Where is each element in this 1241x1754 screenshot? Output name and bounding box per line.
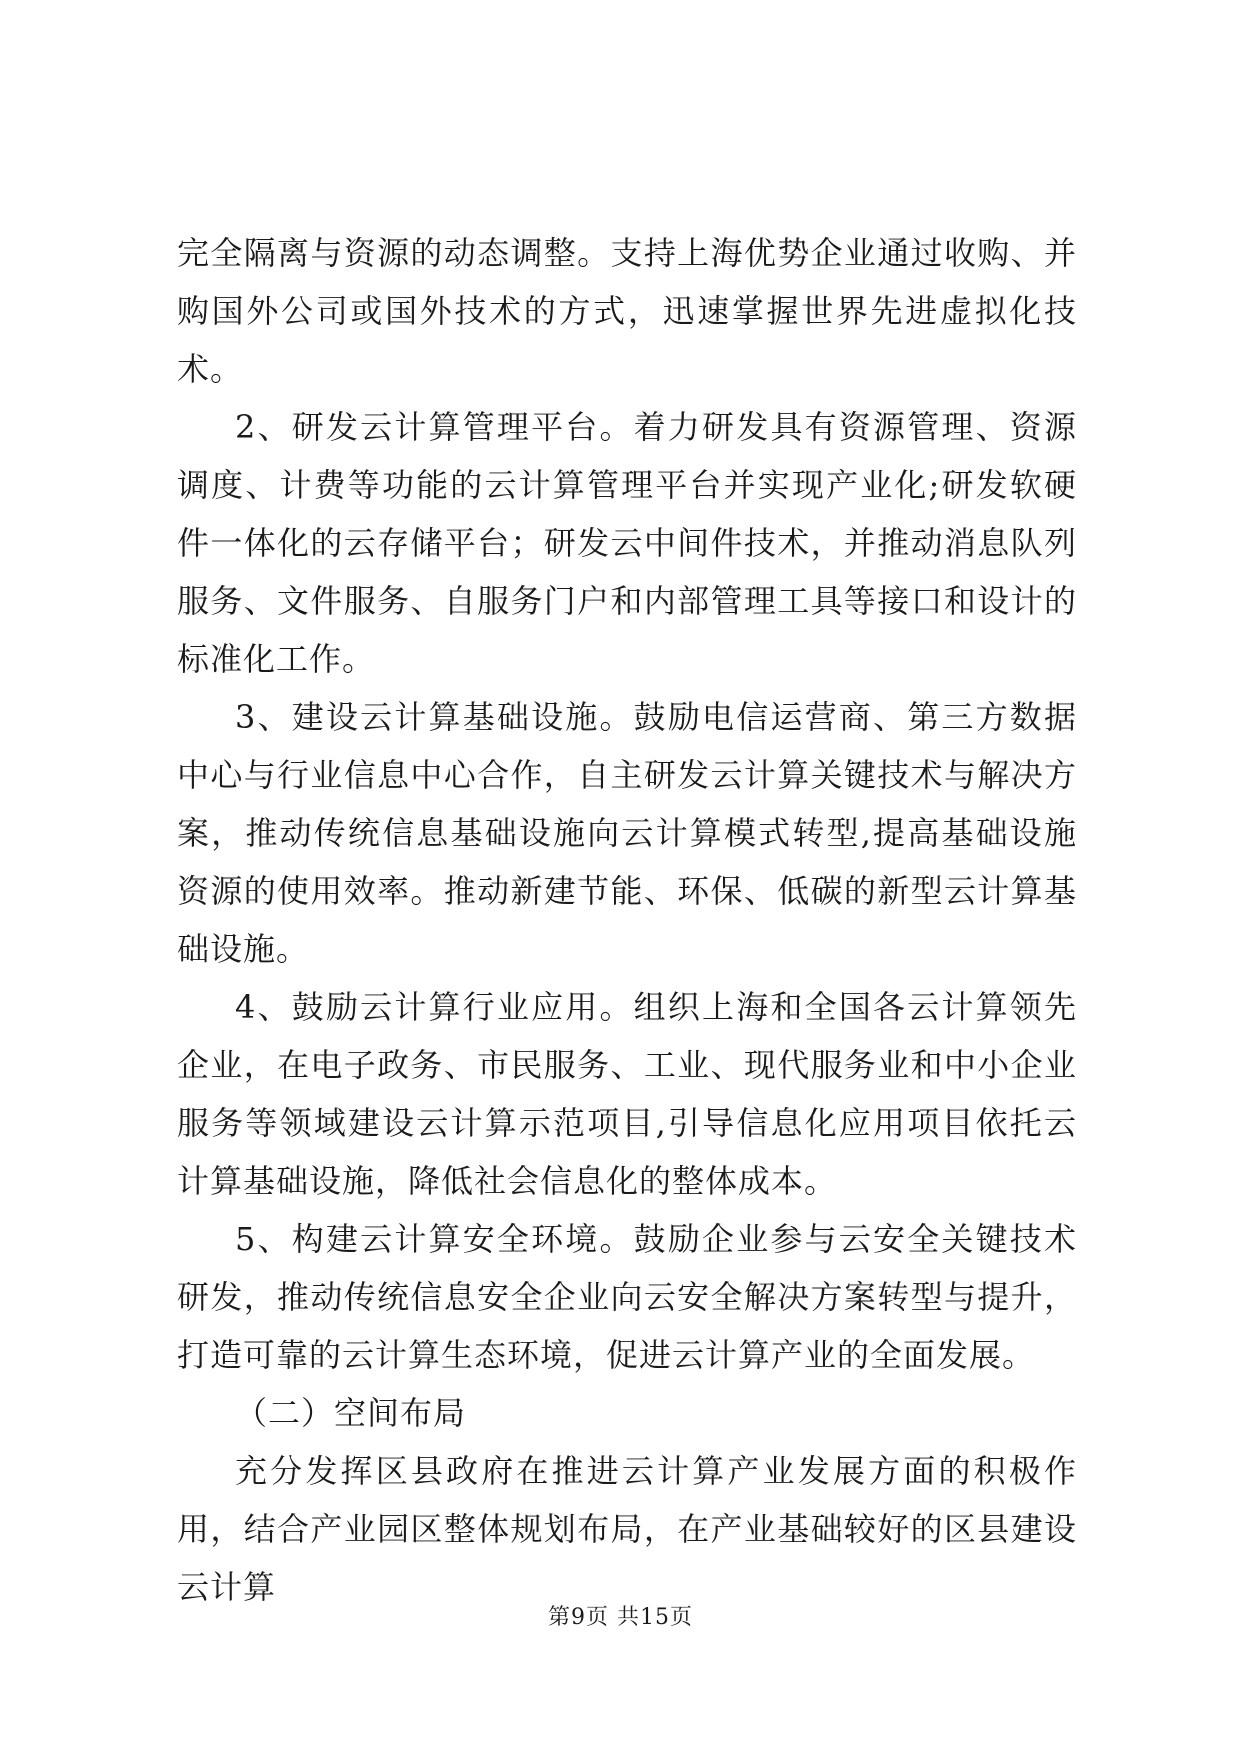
document-body <box>177 224 1077 1616</box>
paragraph-virtualization-continued: 完全隔离与资源的动态调整。支持上海优势企业通过收购、并购国外公司或国外技术的方式，迅速掌握世界先进虚拟化技术。 <box>177 234 1077 388</box>
paragraph-security-environment: 5、构建云计算安全环境。鼓励企业参与云安全关键技术研发，推动传统信息安全企业向云安全解决方案转型与提升，打造可靠的云计算生态环境，促进云计算产业的全面发展。 <box>177 1220 1077 1374</box>
paragraph-spatial-layout: 充分发挥区县政府在推进云计算产业发展方面的积极作用，结合产业园区整体规划布局，在产业基础较好的区县建设云计算 <box>177 1452 1077 1606</box>
paragraph-industry-application: 4、鼓励云计算行业应用。组织上海和全国各云计算领先企业，在电子政务、市民服务、工业、现代服务业和中小企业服务等领域建设云计算示范项目,引导信息化应用项目依托云计算基础设施，降低社会信息化的整体成本。 <box>177 988 1077 1200</box>
paragraph-infrastructure: 3、建设云计算基础设施。鼓励电信运营商、第三方数据中心与行业信息中心合作，自主研发云计算关键技术与解决方案，推动传统信息基础设施向云计算模式转型,提高基础设施资源的使用效率。推动新建节能、环保、低碳的新型云计算基础设施。 <box>177 698 1077 968</box>
paragraph-management-platform: 2、研发云计算管理平台。着力研发具有资源管理、资源调度、计费等功能的云计算管理平台并实现产业化;研发软硬件一体化的云存储平台；研发云中间件技术，并推动消息队列服务、文件服务、自服务门户和内部管理工具等接口和设计的标准化工作。 <box>177 408 1077 678</box>
page-number-footer: 第9页 共15页 <box>548 1605 693 1630</box>
section-heading-spatial-layout: （二）空间布局 <box>235 1394 467 1432</box>
